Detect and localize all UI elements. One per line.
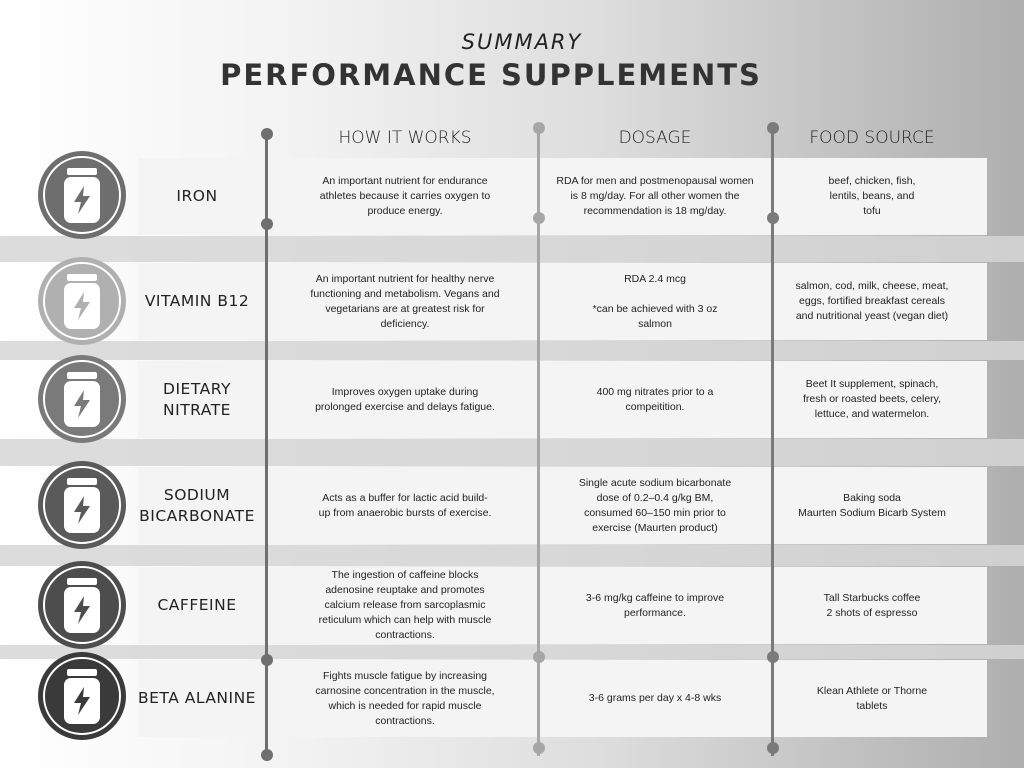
supplement-bottle-icon [37,256,127,346]
supplement-name-text: VITAMIN B12 [144,292,250,310]
cell-food [774,660,970,737]
divider-dot [533,651,545,663]
supplement-name [138,567,256,644]
supplement-bottle-icon [37,150,127,240]
how-text: An important nutrient for healthy nerve functioning and metabolism. Vegans and vegetarians are at greatest risk for deficiency. [310,272,500,330]
supplement-name-text: IRON [176,187,218,205]
cell-how [272,263,538,340]
supplement-name-text: DIETARY NITRATE [163,379,231,419]
food-text: salmon, cod, milk, cheese, meat, eggs, fortified breakfast cereals and nutritional yeast (vegan diet) [795,280,949,322]
row-separator-band [0,645,1024,659]
divider-dot [767,212,779,224]
cell-dosage [540,158,770,235]
divider-dot [767,651,779,663]
cell-food [774,361,970,438]
page-title: PERFORMANCE SUPPLEMENTS [220,58,762,92]
column-header-dosage: DOSAGE [618,128,692,148]
cell-dosage [540,263,770,340]
supplement-name [138,361,256,438]
cell-how [272,158,538,235]
dosage-text: 3-6 grams per day x 4-8 wks [588,692,722,704]
divider-dot [767,742,779,754]
how-text: Fights muscle fatigue by increasing carnosine concentration in the muscle, which is needed for rapid muscle contractions. [315,669,495,727]
supplement-name [138,158,256,235]
cell-dosage [540,567,770,644]
how-text: Improves oxygen uptake during prolonged exercise and delays fatigue. [315,385,495,413]
supplement-name-text: BETA ALANINE [138,689,256,707]
divider-dot [533,212,545,224]
food-text: Klean Athlete or Thorne tablets [816,684,928,712]
food-text: Tall Starbucks coffee 2 shots of espresso [823,591,921,619]
row-separator-band [0,236,1024,262]
row-separator-band [0,341,1024,360]
supplement-name [138,660,256,737]
supplement-name [138,263,256,340]
column-header-food-source: FOOD SOURCE [809,128,935,148]
food-text: Beet It supplement, spinach, fresh or roasted beets, celery, lettuce, and watermelon. [802,378,942,420]
dosage-text: 400 mg nitrates prior to a compeitition. [596,385,714,413]
divider-dot [533,122,545,134]
column-header-how-it-works: HOW IT WORKS [338,128,472,148]
cell-food [774,467,970,544]
cell-how [272,467,538,544]
food-text: beef, chicken, fish, lentils, beans, and tofu [828,175,916,217]
how-text: The ingestion of caffeine blocks adenosine reuptake and promotes calcium release from sarcoplasmic reticulum which can help with muscle contractions. [318,569,492,641]
dosage-text: RDA 2.4 mcg *can be achieved with 3 oz salmon [592,272,718,330]
cell-dosage [540,660,770,737]
how-text: An important nutrient for endurance athletes because it carries oxygen to produce energy. [319,175,491,217]
cell-dosage [540,467,770,544]
divider-dot [261,749,273,761]
supplement-name-text: CAFFEINE [157,596,237,614]
cell-food [774,567,970,644]
divider-dot [533,742,545,754]
supplement-bottle-icon [37,651,127,741]
cell-food [774,263,970,340]
cell-how [272,567,538,644]
supplement-bottle-icon [37,560,127,650]
subtitle: SUMMARY [461,30,583,54]
supplement-bottle-icon [37,354,127,444]
row-separator-band [0,439,1024,466]
dosage-text: Single acute sodium bicarbonate dose of 0.2–0.4 g/kg BM, consumed 60–150 min prior to exercise (Maurten product) [578,476,732,534]
cell-dosage [540,361,770,438]
cell-food [774,158,970,235]
divider-dot [261,128,273,140]
food-text: Baking soda Maurten Sodium Bicarb System [798,491,946,519]
supplement-name-text: SODIUM BICARBONATE [139,485,255,525]
divider-dot [261,654,273,666]
supplement-bottle-icon [37,460,127,550]
supplement-name [138,467,256,544]
how-text: Acts as a buffer for lactic acid build- up from anaerobic bursts of exercise. [318,491,492,519]
dosage-text: RDA for men and postmenopausal women is 8 mg/day. For all other women the recommendation is 18 mg/day. [556,175,754,217]
row-separator-band [0,545,1024,566]
dosage-text: 3-6 mg/kg caffeine to improve performance. [585,591,725,619]
cell-how [272,361,538,438]
cell-how [272,660,538,737]
divider-dot [767,122,779,134]
divider-dot [261,218,273,230]
